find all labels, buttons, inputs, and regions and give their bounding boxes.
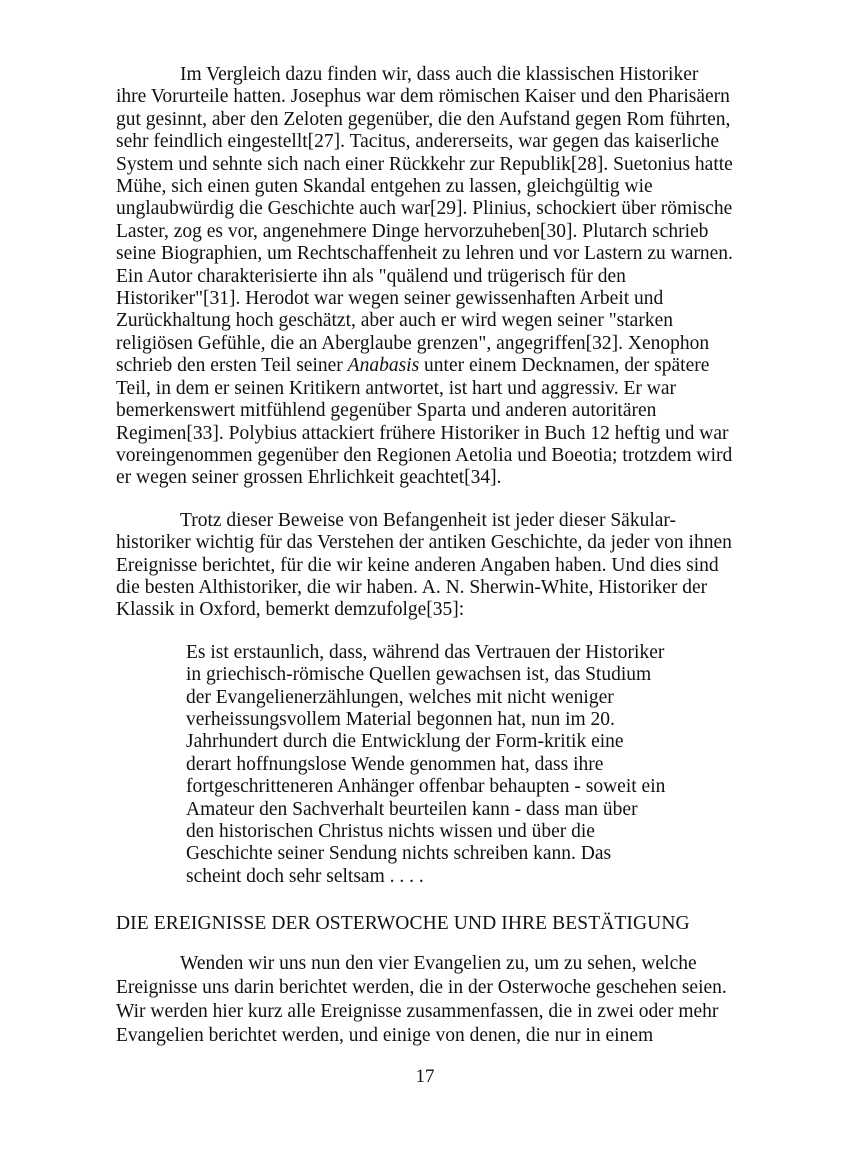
quote-line: Geschichte seiner Sendung nichts schreiben kann. Das bbox=[186, 843, 612, 865]
text-line: Mühe, sich einen guten Skandal entgehen zu lassen, gleichgültig wie bbox=[116, 176, 653, 198]
quote-line: derart hoffnungslose Wende genommen hat, dass ihre bbox=[186, 753, 604, 775]
text-line: Laster, zog es vor, angenehmere Dinge hervorzuheben[30]. Plutarch schrieb bbox=[116, 220, 709, 242]
italic-title-anabasis: Anabasis bbox=[347, 355, 420, 377]
text-line: Ereignisse berichtet, für die wir keine anderen Angaben haben. Und dies sind bbox=[116, 554, 719, 576]
text-line: Zurückhaltung hoch geschätzt, aber auch er wird wegen seiner "starken bbox=[116, 310, 673, 332]
text-line: seine Biographien, um Rechtschaffenheit zu lehren und vor Lastern zu warnen. bbox=[116, 243, 733, 265]
text-line: ihre Vorurteile hatten. Josephus war dem römischen Kaiser und den Pharisäern bbox=[116, 86, 730, 108]
block-quote-sherwin-white bbox=[186, 642, 744, 888]
text-line: Wir werden hier kurz alle Ereignisse zusammenfassen, die in zwei oder mehr bbox=[116, 1000, 719, 1022]
text-line: Evangelien berichtet werden, und einige von denen, die nur in einem bbox=[116, 1024, 654, 1046]
text-line: historiker wichtig für das Verstehen der antiken Geschichte, da jeder von ihnen bbox=[116, 532, 732, 554]
text-line: religiösen Gefühle, die an Aberglaube grenzen", angegriffen[32]. Xenophon bbox=[116, 332, 710, 354]
quote-line: Es ist erstaunlich, dass, während das Vertrauen der Historiker bbox=[186, 641, 665, 663]
text-line: gut gesinnt, aber den Zeloten gegenüber, die den Aufstand gegen Rom führten, bbox=[116, 108, 731, 130]
paragraph-four-gospels bbox=[116, 952, 744, 1047]
text-segment: schrieb den ersten Teil seiner bbox=[116, 355, 348, 377]
quote-line: Jahrhundert durch die Entwicklung der Form-kritik eine bbox=[186, 731, 624, 753]
section-heading: DIE EREIGNISSE DER OSTERWOCHE UND IHRE BESTÄTIGUNG bbox=[116, 913, 690, 935]
text-line: Historiker"[31]. Herodot war wegen seiner gewissenhaften Arbeit und bbox=[116, 288, 664, 310]
text-line: er wegen seiner grossen Ehrlichkeit geachtet[34]. bbox=[116, 467, 502, 489]
quote-line: der Evangelienerzählungen, welches mit nicht weniger bbox=[186, 686, 614, 708]
text-line: voreingenommen gegenüber den Regionen Aetolia und Boeotia; trotzdem wird bbox=[116, 444, 733, 466]
quote-line: fortgeschritteneren Anhänger offenbar behaupten - soweit ein bbox=[186, 776, 666, 798]
page-number: 17 bbox=[415, 1066, 435, 1087]
text-line: Ein Autor charakterisierte ihn als "quälend und trügerisch für den bbox=[116, 265, 626, 287]
text-line-with-italic bbox=[116, 355, 744, 377]
text-line: Teil, in dem er seinen Kritikern antwortet, ist hart und aggressiv. Er war bbox=[116, 377, 676, 399]
text-line: sehr feindlich eingestellt[27]. Tacitus, andererseits, war gegen das kaiserliche bbox=[116, 131, 720, 153]
text-line: Trotz dieser Beweise von Befangenheit ist jeder dieser Säkular- bbox=[180, 509, 676, 531]
text-line: unglaubwürdig die Geschichte auch war[29]. Plinius, schockiert über römische bbox=[116, 198, 733, 220]
quote-line: in griechisch-römische Quellen gewachsen ist, das Studium bbox=[186, 664, 652, 686]
text-line: Im Vergleich dazu finden wir, dass auch die klassischen Historiker bbox=[180, 64, 699, 85]
quote-line: Amateur den Sachverhalt beurteilen kann - dass man über bbox=[186, 798, 638, 820]
paragraph-secular-historians bbox=[116, 510, 744, 622]
text-line: bemerkenswert mitfühlend gegenüber Sparta und anderen autoritären bbox=[116, 400, 657, 422]
quote-line: verheissungsvollem Material begonnen hat, nun im 20. bbox=[186, 708, 615, 730]
text-line: Ereignisse uns darin berichtet werden, die in der Osterwoche geschehen seien. bbox=[116, 977, 727, 999]
quote-line: scheint doch sehr seltsam . . . . bbox=[186, 865, 424, 887]
text-line: Klassik in Oxford, bemerkt demzufolge[35]: bbox=[116, 599, 465, 621]
text-line: Regimen[33]. Polybius attackiert frühere Historiker in Buch 12 heftig und war bbox=[116, 422, 729, 444]
text-line: Wenden wir uns nun den vier Evangelien zu, um zu sehen, welche bbox=[180, 953, 697, 975]
quote-line: den historischen Christus nichts wissen und über die bbox=[186, 821, 595, 842]
text-line: System und sehnte sich nach einer Rückkehr zur Republik[28]. Suetonius hatte bbox=[116, 153, 733, 175]
text-line: die besten Althistoriker, die wir haben. A. N. Sherwin-White, Historiker der bbox=[116, 576, 708, 598]
document-page bbox=[116, 64, 744, 1047]
text-segment: unter einem Decknamen, der spätere bbox=[419, 355, 710, 377]
paragraph-classical-historians bbox=[116, 64, 744, 490]
